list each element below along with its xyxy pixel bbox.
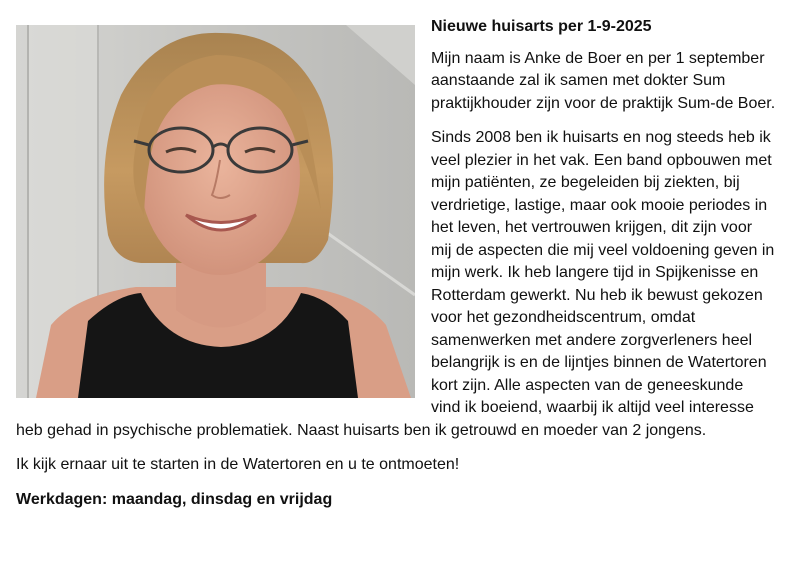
article-title: Nieuwe huisarts per 1-9-2025 [431, 18, 652, 35]
experience-paragraph: Sinds 2008 ben ik huisarts en nog steeds heb ik veel plezier in het vak. Een band opbouwen met mijn patiënten, ze begeleiden bij ziekten, bij verdrietige, lastige, maar ook mooie periodes in het leven, het vertrouwen krijgen, dit zijn voor mij de aspecten die mij veel voldoening geven in mijn werk. Ik heb langere tijd in Spijkenisse en Rotterdam gewerkt. Nu heb ik bewust gekozen voor het gezondheidscentrum, omdat samenwerken met andere zorgverleners heel belangrijk is en de lijntjes binnen de Watertoren kort zijn. Alle aspecten van de geneeskunde vind ik boeiend, waarbij ik altijd veel interesse heb gehad in psychische problematiek. Naast huisarts ben ik getrouwd en moeder van 2 jongens. [16, 129, 775, 439]
article [16, 16, 776, 523]
closing-paragraph: Ik kijk ernaar uit te starten in de Watertoren en u te ontmoeten! [16, 456, 460, 473]
workdays-line: Werkdagen: maandag, dinsdag en vrijdag [16, 490, 333, 508]
doctor-portrait-photo [16, 25, 415, 398]
intro-paragraph: Mijn naam is Anke de Boer en per 1 september aanstaande zal ik samen met dokter Sum praktijkhouder zijn voor de praktijk Sum-de Boer. [431, 49, 776, 112]
